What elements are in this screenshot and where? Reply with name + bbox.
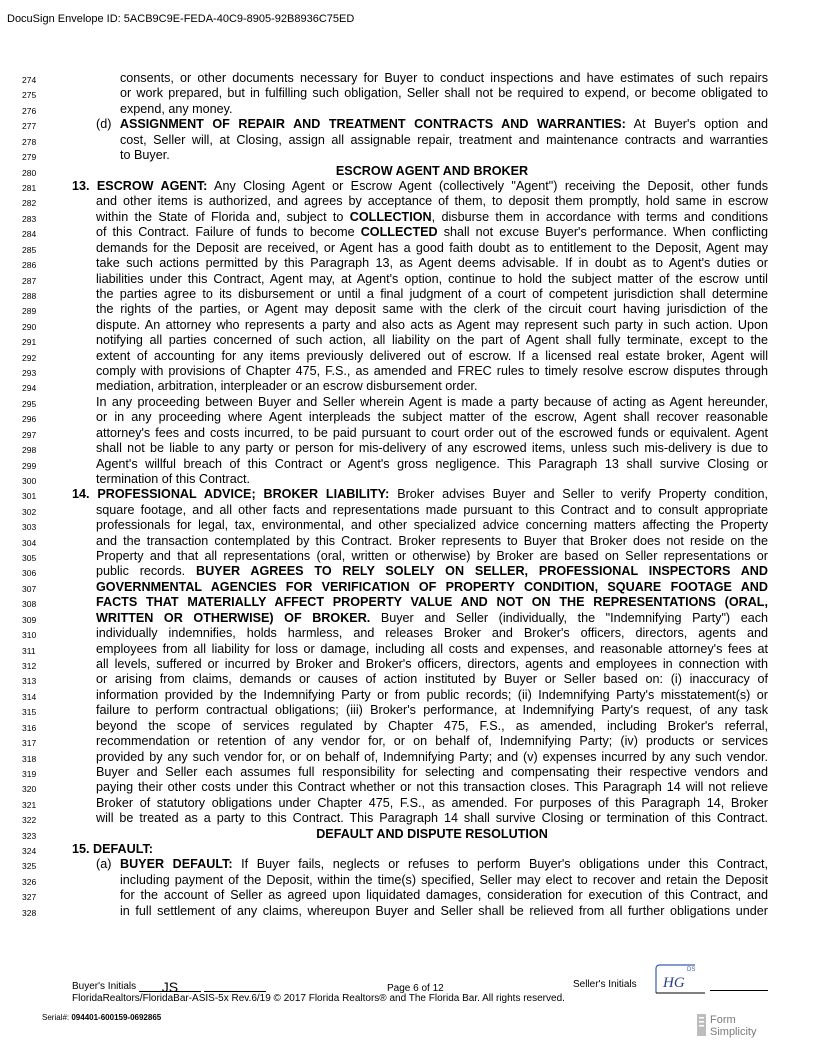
line-number: 285 xyxy=(22,244,37,255)
body-text: shall not excuse Buyer's performance. When conflicting xyxy=(437,225,768,240)
contract-line xyxy=(0,503,816,518)
logo-text-form: Form xyxy=(710,1014,736,1026)
contract-line xyxy=(0,164,816,179)
body-text: Broker advises Buyer and Seller to verify Property condition, xyxy=(389,487,768,502)
line-number: 295 xyxy=(22,398,37,409)
bold-text: BUYER AGREES TO RELY SOLELY ON SELLER, PROFESSIONAL INSPECTORS AND xyxy=(195,564,768,579)
contract-line xyxy=(0,117,816,132)
contract-line xyxy=(0,642,816,657)
line-number: 291 xyxy=(22,337,37,348)
line-number: 326 xyxy=(22,876,37,887)
line-text xyxy=(120,873,768,888)
contract-line xyxy=(0,102,816,117)
line-number: 287 xyxy=(22,275,37,286)
contract-line xyxy=(0,379,816,394)
contract-line xyxy=(0,657,816,672)
buyer-initials-field[interactable]: JS xyxy=(139,979,201,992)
line-text xyxy=(96,796,768,811)
line-number: 309 xyxy=(22,614,37,625)
body-text: Property and that all representations (oral, written or otherwise) by Broker are based on Seller representations or xyxy=(96,549,768,563)
contract-line xyxy=(0,272,816,287)
body-text: notifying all parties concerned of such action, all liability on the part of Agent shall fully terminate, except to the xyxy=(96,333,768,348)
bold-text: GOVERNMENTAL AGENCIES FOR VERIFICATION OF PROPERTY CONDITION, SQUARE FOOTAGE AND xyxy=(96,579,768,594)
contract-line xyxy=(0,518,816,533)
serial-number xyxy=(42,1013,161,1022)
line-text xyxy=(96,657,768,672)
line-text xyxy=(96,688,768,703)
line-text xyxy=(96,225,768,240)
contract-line xyxy=(0,796,816,811)
bold-text: COLLECTED xyxy=(360,225,438,240)
seller-initials-value: HG xyxy=(663,975,685,991)
page-number: Page 6 of 12 xyxy=(387,983,444,994)
body-text: information provided by the Indemnifying Party or from public records; (ii) Indemnifying Party's misstatement(s) or xyxy=(96,687,768,702)
line-text xyxy=(96,672,768,687)
contract-line xyxy=(0,811,816,826)
line-number: 289 xyxy=(22,306,37,317)
contract-line xyxy=(0,318,816,333)
seller-initials-signature[interactable] xyxy=(650,963,705,995)
line-number: 293 xyxy=(22,368,37,378)
body-text: cost, Seller will, at Closing, assign all assignable repair, treatment and maintenance contracts and warranties xyxy=(120,132,768,147)
body-text: public records. xyxy=(96,564,196,579)
contract-line xyxy=(0,765,816,780)
body-text: and the transaction contemplated by this Contract. Broker represents to Buyer that Broker does not reside on the xyxy=(96,533,768,548)
body-text: for the account of Seller as agreed upon liquidated damages, consideration for execution of this Contract, and xyxy=(120,888,768,903)
line-text xyxy=(96,611,768,626)
contract-line xyxy=(0,857,816,872)
body-text: Agent's willful breach of this Contract or Agent's gross negligence. This Paragraph 13 shall survive Closing or xyxy=(96,456,768,471)
line-number: 303 xyxy=(22,522,37,533)
line-number: 283 xyxy=(22,213,37,224)
line-text xyxy=(120,86,768,101)
line-number: 310 xyxy=(22,630,37,641)
body-text: Buyer and Seller each assumes full responsibility for selecting and compensating their respective vendors and xyxy=(96,764,768,779)
copyright-line: FloridaRealtors/FloridaBar-ASIS-5x Rev.6/19 © 2017 Florida Realtors® and The Florida Bar. All rights reserved. xyxy=(72,993,565,1004)
line-number: 315 xyxy=(22,707,37,718)
line-text xyxy=(120,102,768,117)
body-text: will be treated as a party to this Contract. This Paragraph 14 shall survive Closing or termination of this Contract. xyxy=(96,811,768,826)
body-text: failure to perform contractual obligations; (iii) Broker's performance, at Indemnifying Party's request, of any task xyxy=(96,703,768,718)
line-number: 292 xyxy=(22,352,37,363)
body-text: in full settlement of any claims, whereupon Buyer and Seller shall be relieved from all further obligations under xyxy=(120,903,768,918)
line-text xyxy=(96,194,768,209)
body-text: consents, or other documents necessary for Buyer to conduct inspections and have estimates of such repairs xyxy=(120,71,768,85)
contract-line xyxy=(0,688,816,703)
line-text xyxy=(120,148,768,163)
bold-text: FACTS THAT MATERIALLY AFFECT PROPERTY VALUE AND NOT ON THE REPRESENTATIONS (ORAL, xyxy=(96,595,768,610)
line-text xyxy=(96,287,768,302)
line-number: 274 xyxy=(22,75,37,85)
line-number: 282 xyxy=(22,198,37,209)
contract-line xyxy=(0,148,816,163)
contract-line xyxy=(0,595,816,610)
line-text xyxy=(96,379,768,394)
line-text xyxy=(96,457,768,472)
line-text xyxy=(120,133,768,148)
line-number: 277 xyxy=(22,121,37,132)
contract-line xyxy=(0,734,816,749)
contract-line xyxy=(0,626,816,641)
contract-line xyxy=(0,457,816,472)
buyer-initials-label: Buyer's Initials xyxy=(72,981,137,992)
contract-line xyxy=(0,426,816,441)
line-number: 318 xyxy=(22,753,37,764)
docusign-envelope-id: DocuSign Envelope ID: 5ACB9C9E-FEDA-40C9-8905-92B8936C75ED xyxy=(7,13,355,25)
line-text xyxy=(120,904,768,919)
line-number: 314 xyxy=(22,691,37,702)
contract-line xyxy=(0,287,816,302)
body-text: to Buyer. xyxy=(120,148,170,163)
contract-line xyxy=(0,210,816,225)
contract-line xyxy=(0,441,816,456)
line-text xyxy=(120,888,768,903)
buyer-initials-field-2[interactable] xyxy=(204,979,266,992)
contract-line xyxy=(0,349,816,364)
line-number: 278 xyxy=(22,136,37,147)
body-text: within the State of Florida and, subject to xyxy=(96,209,350,224)
body-text: comply with provisions of Chapter 475, F.S., as amended and FREC rules to timely resolve escrow disputes through xyxy=(96,364,768,378)
body-text: demands for the Deposit are received, or Agent has a good faith doubt as to entitlement to the Deposit, Agent may xyxy=(96,240,768,255)
line-number: 313 xyxy=(22,676,37,687)
body-text: liabilities under this Contract, Agent may, at Agent's option, continue to hold the subject matter of the escrow until xyxy=(96,271,768,286)
line-number: 321 xyxy=(22,799,37,810)
line-text xyxy=(96,210,768,225)
contract-line xyxy=(0,873,816,888)
line-number: 297 xyxy=(22,429,37,440)
body-text: professionals for legal, tax, environmental, and other specialized advice concerning matters affecting the Property xyxy=(96,518,768,533)
line-number: 275 xyxy=(22,90,37,101)
contract-line xyxy=(0,133,816,148)
line-number: 311 xyxy=(22,645,36,656)
contract-line xyxy=(0,703,816,718)
contract-line xyxy=(0,534,816,549)
body-text: Broker of statutory obligations under Chapter 475, F.S., as amended. For purposes of this Paragraph 14, Broker xyxy=(96,795,768,810)
bold-text: WRITTEN OR OTHERWISE) OF BROKER. xyxy=(96,610,371,625)
line-number: 302 xyxy=(22,506,37,517)
line-number: 301 xyxy=(22,491,37,502)
body-text: Any Closing Agent or Escrow Agent (collectively "Agent") receiving the Deposit, other funds xyxy=(207,178,768,193)
bold-text: 15. DEFAULT: xyxy=(72,842,153,856)
line-text xyxy=(96,410,768,425)
body-text: mediation, arbitration, interpleader or an escrow disbursement order. xyxy=(96,379,478,394)
bold-text: 14. PROFESSIONAL ADVICE; BROKER LIABILITY: xyxy=(72,487,390,502)
line-number: 319 xyxy=(22,768,37,779)
line-text xyxy=(96,564,768,579)
contract-line xyxy=(0,842,816,857)
line-number: 306 xyxy=(22,568,37,579)
line-text xyxy=(96,318,768,333)
bold-text: COLLECTION xyxy=(349,209,432,224)
contract-line xyxy=(0,86,816,101)
line-text xyxy=(96,734,768,749)
line-text xyxy=(96,750,768,765)
seller-initials-label: Seller's Initials xyxy=(573,979,637,990)
bold-text: BUYER DEFAULT: xyxy=(119,857,233,872)
body-text: paying their other costs under this Contract whether or not this transaction closes. This Paragraph 14 will not relieve xyxy=(96,780,768,795)
contract-line xyxy=(0,333,816,348)
contract-line xyxy=(0,904,816,919)
line-number: 296 xyxy=(22,414,37,425)
line-text xyxy=(96,811,768,826)
line-number: 300 xyxy=(22,475,37,486)
contract-line xyxy=(0,302,816,317)
line-number: 276 xyxy=(22,105,37,116)
body-text: If Buyer fails, neglects or refuses to perform Buyer's obligations under this Contract, xyxy=(232,857,768,872)
line-text xyxy=(72,179,768,194)
body-text: all levels, suffered or incurred by Broker and Broker's officers, directors, agents and employees in connection with xyxy=(96,657,768,671)
body-text: employees from all liability for loss or damage, including all costs and expenses, and reasonable attorney's fees at xyxy=(96,641,768,656)
buyer-initials-block xyxy=(72,979,266,995)
contract-line xyxy=(0,395,816,410)
body-text: the rights of the parties, or Agent may deposit same with the clerk of the circuit court having jurisdiction of the xyxy=(96,302,768,317)
line-text xyxy=(96,549,768,564)
line-number: 281 xyxy=(22,182,37,193)
body-text: or in any proceeding where Agent interpleads the subject matter of the escrow, Agent shall recover reasonable xyxy=(96,410,768,425)
line-number: 323 xyxy=(22,830,37,841)
line-number: 284 xyxy=(22,229,37,240)
body-text: beyond the scope of services regulated by Chapter 475, F.S., as amended, including Broker's referral, xyxy=(96,718,768,733)
seller-initials-field-2[interactable] xyxy=(710,990,768,991)
ds-mark: DS xyxy=(687,967,696,973)
line-text xyxy=(96,272,768,287)
line-text xyxy=(96,518,768,533)
line-number: 328 xyxy=(22,907,37,918)
line-text xyxy=(96,333,768,348)
line-text xyxy=(96,441,768,456)
line-text xyxy=(96,534,768,549)
contract-line xyxy=(0,580,816,595)
body-text: recommendation or retention of any vendor for, or on behalf of, Indemnifying Party; (iv) products or services xyxy=(96,734,768,749)
line-text xyxy=(96,857,768,872)
contract-line xyxy=(0,564,816,579)
line-text xyxy=(96,302,768,317)
contract-line xyxy=(0,472,816,487)
line-text xyxy=(96,780,768,795)
line-text xyxy=(96,580,768,595)
line-text xyxy=(72,842,768,857)
body-text: shall not be liable to any party or person for mis-delivery of any escrowed items, unless such mis-delivery is due to xyxy=(96,441,768,456)
line-text xyxy=(96,241,768,256)
line-text xyxy=(120,71,768,86)
bold-text: ASSIGNMENT OF REPAIR AND TREATMENT CONTRACTS AND WARRANTIES: xyxy=(119,117,626,132)
contract-line xyxy=(0,827,816,842)
body-text: or work prepared, but in fulfilling such obligation, Seller shall not be required to expend, or become obligated to xyxy=(120,86,768,101)
line-text xyxy=(96,395,768,410)
contract-line xyxy=(0,888,816,903)
line-number: 305 xyxy=(22,553,37,563)
line-number: 322 xyxy=(22,815,37,826)
line-number: 280 xyxy=(22,167,37,178)
contract-line xyxy=(0,611,816,626)
line-number: 298 xyxy=(22,445,37,456)
body-text: the parties agree to its disbursement or until a final judgment of a court of competent jurisdiction shall determine xyxy=(96,286,768,301)
body-text: extent of accounting for any items previously delivered out of escrow. If a licensed real estate broker, Agent will xyxy=(96,348,768,363)
line-number: 299 xyxy=(22,460,37,471)
contract-line xyxy=(0,194,816,209)
line-text xyxy=(96,117,768,132)
body-text: expend, any money. xyxy=(120,101,233,116)
line-text xyxy=(96,364,768,379)
line-text xyxy=(72,487,768,502)
line-prefix: (a) xyxy=(96,857,120,872)
serial-label: Serial#: xyxy=(42,1013,70,1022)
body-text: including payment of the Deposit, within the time(s) specified, Seller may elect to recover and retain the Deposit xyxy=(120,872,768,887)
line-number: 327 xyxy=(22,892,37,903)
contract-line xyxy=(0,364,816,379)
line-text xyxy=(96,626,768,641)
body-text: and other items is authorized, and agrees by acceptance of them, to deposit them promptly, hold same in escrow xyxy=(96,194,768,209)
contract-line xyxy=(0,549,816,564)
body-text: Buyer and Seller (individually, the "Indemnifying Party") each xyxy=(370,610,768,625)
body-text: dispute. An attorney who represents a party and also acts as Agent may represent such party in such action. Upon xyxy=(96,317,768,332)
line-number: 294 xyxy=(22,383,37,394)
body-text: , disburse them in accordance with terms and conditions xyxy=(431,209,768,224)
body-text: At Buyer's option and xyxy=(625,117,768,132)
contract-line xyxy=(0,256,816,271)
line-number: 312 xyxy=(22,661,37,671)
body-text: In any proceeding between Buyer and Seller wherein Agent is made a party because of acting as Agent hereunder, xyxy=(96,394,768,409)
line-text xyxy=(96,472,768,487)
contract-line xyxy=(0,71,816,86)
contract-line xyxy=(0,225,816,240)
serial-value: 094401-600159-0692865 xyxy=(71,1013,162,1022)
contract-line xyxy=(0,719,816,734)
body-text: of this Contract. Failure of funds to become xyxy=(96,225,361,240)
contract-line xyxy=(0,780,816,795)
contract-line xyxy=(0,750,816,765)
line-number: 286 xyxy=(22,260,37,270)
contract-line xyxy=(0,672,816,687)
body-text: or arising from claims, demands or causes of action instituted by Buyer or Seller based on: (i) inaccuracy of xyxy=(96,672,768,687)
line-number: 290 xyxy=(22,321,37,332)
body-text: square footage, and all other facts and representations made pursuant to this Contract and to consult appropriate xyxy=(96,502,768,517)
form-simplicity-logo xyxy=(695,1012,775,1038)
line-text xyxy=(96,642,768,657)
line-text xyxy=(96,426,768,441)
line-number: 317 xyxy=(22,738,37,749)
line-number: 308 xyxy=(22,599,37,610)
body-text: take such actions permitted by this Paragraph 13, as Agent deems advisable. If in doubt as to Agent's duties or xyxy=(96,256,768,270)
line-number: 288 xyxy=(22,290,37,301)
line-text xyxy=(96,703,768,718)
line-text xyxy=(96,349,768,364)
line-text xyxy=(96,503,768,518)
line-number: 279 xyxy=(22,152,37,163)
line-number: 325 xyxy=(22,861,37,872)
contract-line xyxy=(0,410,816,425)
line-number: 324 xyxy=(22,846,37,856)
line-number: 307 xyxy=(22,583,37,594)
contract-line xyxy=(0,487,816,502)
section-heading: ESCROW AGENT AND BROKER xyxy=(335,163,529,178)
body-text: provided by any such vendor for, or on behalf of, Indemnifying Party; and (v) expenses incurred by any such vendor. xyxy=(96,749,768,764)
logo-text-simplicity: Simplicity xyxy=(710,1026,757,1038)
line-text xyxy=(96,256,768,271)
line-text xyxy=(96,765,768,780)
line-number: 320 xyxy=(22,784,37,795)
line-text xyxy=(96,719,768,734)
body-text: attorney's fees and costs incurred, to be paid pursuant to court order out of the escrowed funds or equivalent. Agent xyxy=(96,425,768,440)
bold-text: 13. ESCROW AGENT: xyxy=(72,178,208,193)
section-heading: DEFAULT AND DISPUTE RESOLUTION xyxy=(316,826,548,841)
line-number: 316 xyxy=(22,722,37,733)
line-prefix: (d) xyxy=(96,117,120,132)
contract-line xyxy=(0,241,816,256)
body-text: termination of this Contract. xyxy=(96,471,250,486)
line-text xyxy=(96,595,768,610)
line-number: 304 xyxy=(22,537,37,548)
body-text: individually indemnifies, holds harmless, and releases Broker and Broker's officers, directors, agents and xyxy=(96,626,768,641)
contract-line xyxy=(0,179,816,194)
